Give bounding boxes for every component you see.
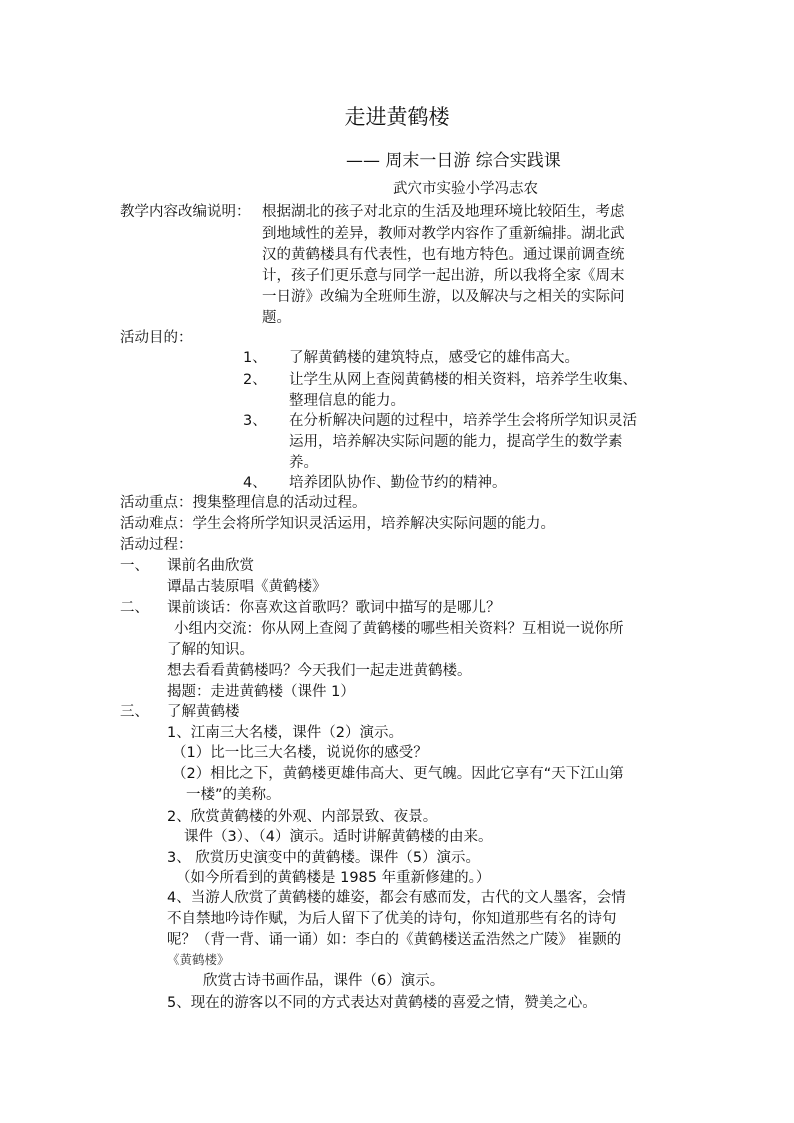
process-label: 活动过程： — [120, 537, 193, 553]
section-line: 3、 欣赏历史演变中的黄鹤楼。课件（5）演示。 — [167, 850, 481, 866]
section-line: 5、现在的游客以不同的方式表达对黄鹤楼的喜爱之情，赞美之心。 — [167, 995, 597, 1011]
adaptation-line: 根据湖北的孩子对北京的生活及地理环境比较陌生，考虑 — [262, 204, 625, 220]
goal-text: 培养团队协作、勤俭节约的精神。 — [289, 475, 507, 491]
section-line: 课件（3）、（4）演示。适时讲解黄鹤楼的由来。 — [184, 829, 493, 845]
doc-subtitle: —— 周末一日游 综合实践课 — [346, 151, 561, 171]
goal-text: 了解黄鹤楼的建筑特点，感受它的雄伟高大。 — [289, 350, 579, 366]
section-title: 课前谈话：你喜欢这首歌吗？歌词中描写的是哪儿？ — [167, 600, 501, 616]
section-line: 1、江南三大名楼，课件（2）演示。 — [167, 725, 403, 741]
goal-text: 让学生从网上查阅黄鹤楼的相关资料，培养学生收集、 — [289, 372, 637, 388]
section-line: （1）比一比三大名楼，说说你的感受？ — [172, 745, 428, 761]
section-line: （2）相比之下，黄鹤楼更雄伟高大、更气魄。因此它享有“天下江山第 — [172, 766, 624, 782]
goals-label: 活动目的： — [120, 330, 193, 346]
doc-author: 武穴市实验小学冯志农 — [393, 181, 538, 197]
section-line: 欣赏古诗书画作品，课件（6）演示。 — [203, 973, 445, 989]
section-line: 想去看看黄鹤楼吗？今天我们一起走进黄鹤楼。 — [167, 663, 472, 679]
adaptation-line: 汉的黄鹤楼具有代表性，也有地方特色。通过课前调查统 — [262, 247, 625, 263]
adaptation-line: 到地域性的差异，教师对教学内容作了重新编排。湖北武 — [262, 226, 625, 242]
section-line: 2、欣赏黄鹤楼的外观、内部景致、夜景。 — [167, 809, 438, 825]
adaptation-line: 题。 — [262, 310, 291, 326]
doc-title: 走进黄鹤楼 — [344, 105, 450, 129]
section-line: 谭晶古装原唱《黄鹤楼》 — [167, 579, 327, 595]
goal-text: 在分析解决问题的过程中，培养学生会将所学知识灵活 — [289, 413, 637, 429]
section-line: 不自禁地吟诗作赋，为后人留下了优美的诗句，你知道那些有名的诗句 — [167, 911, 617, 927]
key-point: 活动重点：搜集整理信息的活动过程。 — [120, 495, 367, 511]
section-line: 揭题：走进黄鹤楼（课件 1） — [167, 684, 355, 700]
section-line: （如今所看到的黄鹤楼是 1985 年重新修建的。） — [176, 870, 491, 886]
goal-text: 运用，培养解决实际问题的能力，提高学生的数学素 — [289, 434, 623, 450]
section-line: 一楼”的美称。 — [186, 787, 281, 803]
goal-text: 养。 — [289, 455, 318, 471]
adaptation-line: 计，孩子们更乐意与同学一起出游，所以我将全家《周末 — [262, 268, 625, 284]
section-number: 三、 — [120, 704, 149, 720]
difficulty: 活动难点：学生会将所学知识灵活运用，培养解决实际问题的能力。 — [120, 516, 555, 532]
goal-number: 3、 — [243, 413, 267, 429]
section-line: 4、当游人欣赏了黄鹤楼的雄姿，都会有感而发，古代的文人墨客，会情 — [167, 890, 626, 906]
adaptation-line: 一日游》改编为全班师生游，以及解决与之相关的实际问 — [262, 289, 625, 305]
goal-number: 1、 — [243, 350, 267, 366]
section-number: 二、 — [120, 600, 149, 616]
section-number: 一、 — [120, 558, 149, 574]
goal-number: 2、 — [243, 372, 267, 388]
section-title: 课前名曲欣赏 — [167, 558, 254, 574]
goal-text: 整理信息的能力。 — [289, 393, 405, 409]
adaptation-label: 教学内容改编说明： — [120, 204, 251, 220]
section-line: 《黄鹤楼》 — [167, 952, 230, 967]
section-title: 了解黄鹤楼 — [167, 704, 240, 720]
section-line: 呢？（背一背、诵一诵）如：李白的《黄鹤楼送孟浩然之广陵》 崔颢的 — [167, 932, 622, 948]
section-line: 了解的知识。 — [167, 642, 254, 658]
section-line: 小组内交流：你从网上查阅了黄鹤楼的哪些相关资料？互相说一说你所 — [174, 621, 624, 637]
goal-number: 4、 — [243, 475, 267, 491]
